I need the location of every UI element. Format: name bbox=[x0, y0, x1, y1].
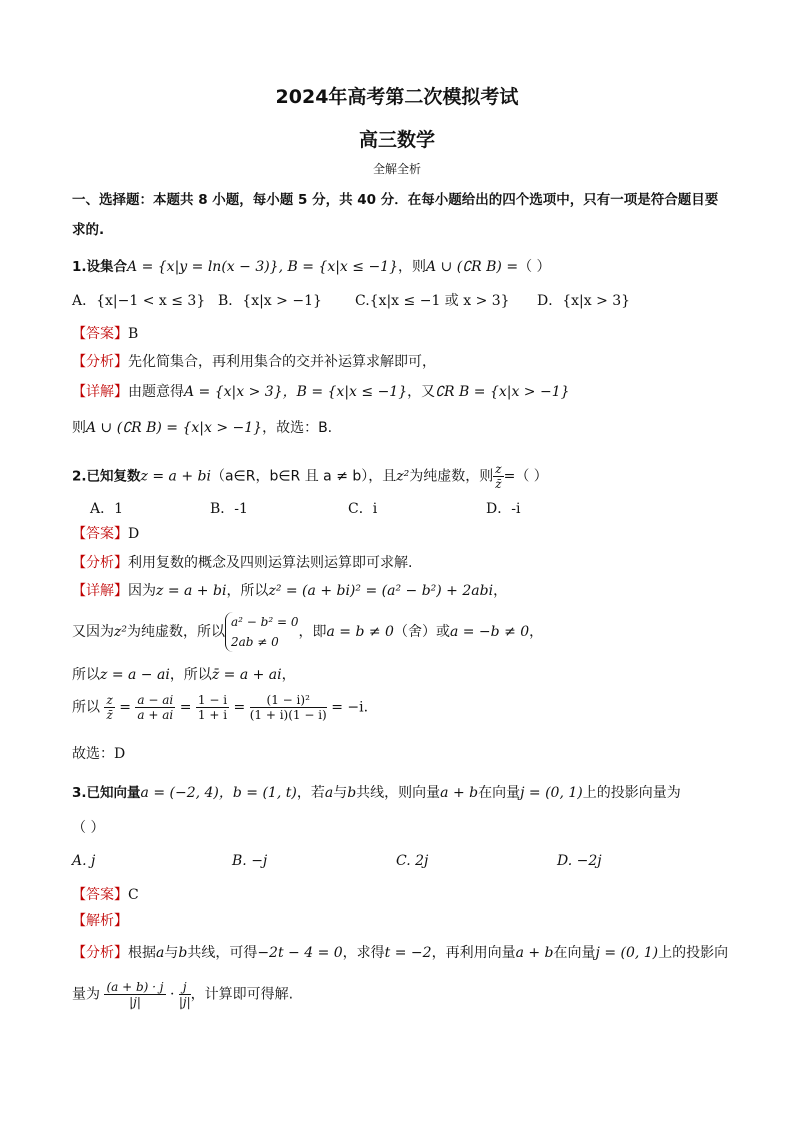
q2-detail-line4: 所以 $\frac{z}{z̄}$ = $\frac{a - ai}{a + ai}$ = $\frac{1 - i}{1 + i}$ = $\frac{\text{(1 − i)²}}{(1 + i)(1 - i)}$ = −i. bbox=[72, 693, 369, 722]
q2-detail-line2: 又因为z²为纯虚数，所以 a² − b² = 0 2ab ≠ 0 ，即a = b ≠ 0（舍）或a = −b ≠ 0， bbox=[72, 612, 734, 652]
q2-analysis: 【分析】利用复数的概念及四则运算法则运算即可求解. bbox=[72, 555, 413, 571]
q2-stem-fraction: $\frac{z}{z̄}$ bbox=[495, 462, 502, 491]
q2-equation-system: a² − b² = 0 2ab ≠ 0 bbox=[225, 612, 298, 652]
exam-title: 2024年高考第二次模拟考试 bbox=[275, 86, 519, 108]
q3-analysis-line2: 量为 $\frac{(a + b) \cdot j}{|j|}$ · $\frac{j}{|j|}$ ，计算即可得解. bbox=[72, 980, 294, 1009]
q2-option-b: B．-1 bbox=[210, 501, 248, 517]
q3-analysis: 【分析】根据a与b共线，可得−2t − 4 = 0，求得t = −2，再利用向量a + b在向量j = (0, 1)上的投影向 bbox=[72, 945, 729, 961]
q1-stem: 1.设集合A = {x|y = ln(x − 3)}, B = {x|x ≤ −1}，则A ∪ (∁R B) =（ ） bbox=[72, 259, 551, 275]
q3-stem-paren: （ ） bbox=[72, 820, 105, 836]
q1-option-a: A．{x|−1 < x ≤ 3} bbox=[72, 293, 206, 309]
q2-stem: 2.已知复数z = a + bi（a∈R，b∈R 且 a ≠ b），且z²为纯虚数，则 $\frac{z}{z̄}$ =（ ） bbox=[72, 462, 548, 491]
q3-jiexi: 【解析】 bbox=[72, 913, 128, 929]
q3-stem: 3.已知向量a = (−2, 4)，b = (1, t)，若a与b共线，则向量a + b在向量j = (0, 1)上的投影向量为 bbox=[72, 785, 681, 801]
q2-conclusion: 故选：D bbox=[72, 746, 126, 762]
q2-detail-line3: 所以z = a − ai，所以z̄ = a + ai， bbox=[72, 667, 296, 683]
exam-subject: 高三数学 bbox=[358, 129, 435, 151]
q1-detail: 【详解】由题意得A = {x|x > 3}，B = {x|x ≤ −1}，又∁R B = {x|x > −1} bbox=[72, 384, 570, 400]
section-instructions-line1: 一、选择题：本题共 8 小题，每小题 5 分，共 40 分．在每小题给出的四个选项中，只有一项是符合题目要 bbox=[72, 192, 719, 208]
q1-option-c: C.{x|x ≤ −1 或 x > 3} bbox=[355, 293, 510, 309]
q1-analysis: 【分析】先化简集合，再利用集合的交并补运算求解即可， bbox=[72, 354, 436, 370]
q3-option-c: C. 2j bbox=[396, 853, 429, 869]
q1-conclusion: 则A ∪ (∁R B) = {x|x > −1}，故选：B. bbox=[72, 420, 333, 436]
q2-detail: 【详解】因为z = a + bi，所以z² = (a + bi)² = (a² − b²) + 2abi， bbox=[72, 583, 508, 599]
q2-option-d: D．-i bbox=[486, 501, 521, 517]
q3-answer: 【答案】C bbox=[72, 887, 139, 903]
q2-option-a: A．1 bbox=[90, 501, 124, 517]
q1-option-b: B．{x|x > −1} bbox=[218, 293, 322, 309]
q1-answer: 【答案】B bbox=[72, 326, 139, 342]
exam-note: 全解全析 bbox=[372, 162, 421, 176]
q2-option-c: C．i bbox=[348, 501, 378, 517]
q3-option-b: B. −j bbox=[232, 853, 268, 869]
q3-option-d: D. −2j bbox=[557, 853, 602, 869]
q1-option-d: D．{x|x > 3} bbox=[537, 293, 631, 309]
q3-option-a: A. j bbox=[72, 853, 96, 869]
q2-answer: 【答案】D bbox=[72, 526, 140, 542]
section-instructions-line2: 求的. bbox=[72, 222, 105, 238]
